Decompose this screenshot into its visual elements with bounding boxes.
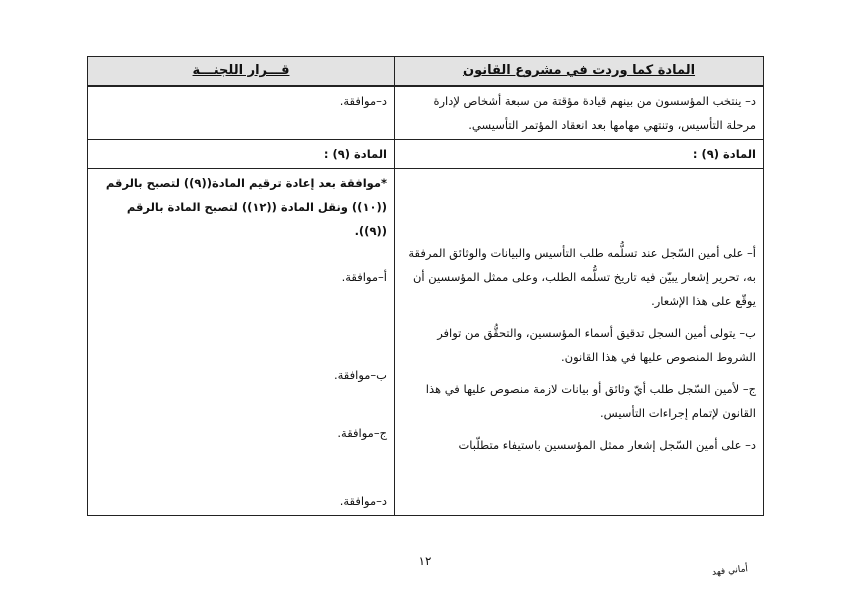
page-number: ١٢ — [418, 554, 432, 568]
committee-decision-a: أ–موافقة. — [341, 270, 387, 284]
committee-decision-d: د–موافقة. — [339, 494, 387, 508]
committee-column-header-label: قـــرار اللجنـــة — [192, 63, 290, 78]
committee-article-label: المادة (٩) : — [88, 140, 395, 169]
law-article-label: المادة (٩) : — [395, 140, 764, 169]
committee-cell — [88, 86, 395, 140]
article-heading-row — [88, 140, 764, 169]
law-comparison-table — [87, 56, 764, 516]
law-clause-b: ب– يتولى أمين السجل تدقيق أسماء المؤسسين، والتحقُّق من توافر الشروط المنصوص عليها في هذا القانون. — [437, 326, 756, 364]
law-clause-c: ج– لأمين السّجل طلب أيّ وثائق أو بيانات لازمة منصوص عليها في هذا القانون لإتمام إجراءات التأسيس. — [425, 382, 756, 420]
committee-column-header — [88, 57, 395, 87]
law-clause-a: أ– على أمين السّجل عند تسلُّمه طلب التأسيس والبيانات والوثائق المرفقة به، تحرير إشعار يبيّن فيه تاريخ تسلُّمه الطلب، وعلى ممثل المؤسسين أن يوقّع على هذا الإشعار. — [408, 246, 756, 308]
signature: أماني فهد — [711, 564, 749, 578]
law-cell — [395, 169, 764, 516]
law-clause-d: د– ينتخب المؤسسون من بينهم قيادة مؤقتة من سبعة أشخاص لإدارة مرحلة التأسيس، وتنتهي مهامها بعد انعقاد المؤتمر التأسيسي. — [433, 94, 756, 132]
table-row — [88, 169, 764, 516]
committee-decision-b: ب–موافقة. — [333, 368, 387, 382]
law-cell — [395, 86, 764, 140]
law-column-header — [395, 57, 764, 87]
committee-renumber-note: *موافقة بعد إعادة ترقيم المادة((٩)) لتصبح بالرقم ((١٠)) ونقل المادة ((١٢)) لتصبح المادة بالرقم ((٩)). — [105, 176, 387, 238]
committee-cell — [88, 169, 395, 516]
table-header-row — [88, 57, 764, 87]
law-clause-d: د– على أمين السّجل إشعار ممثل المؤسسين باستيفاء متطلّبات — [458, 438, 756, 452]
committee-decision-c: ج–موافقة. — [337, 426, 387, 440]
table-row — [88, 86, 764, 140]
law-column-header-label: المادة كما وردت في مشروع القانون — [462, 63, 696, 78]
committee-decision-d: د–موافقة. — [339, 94, 387, 108]
